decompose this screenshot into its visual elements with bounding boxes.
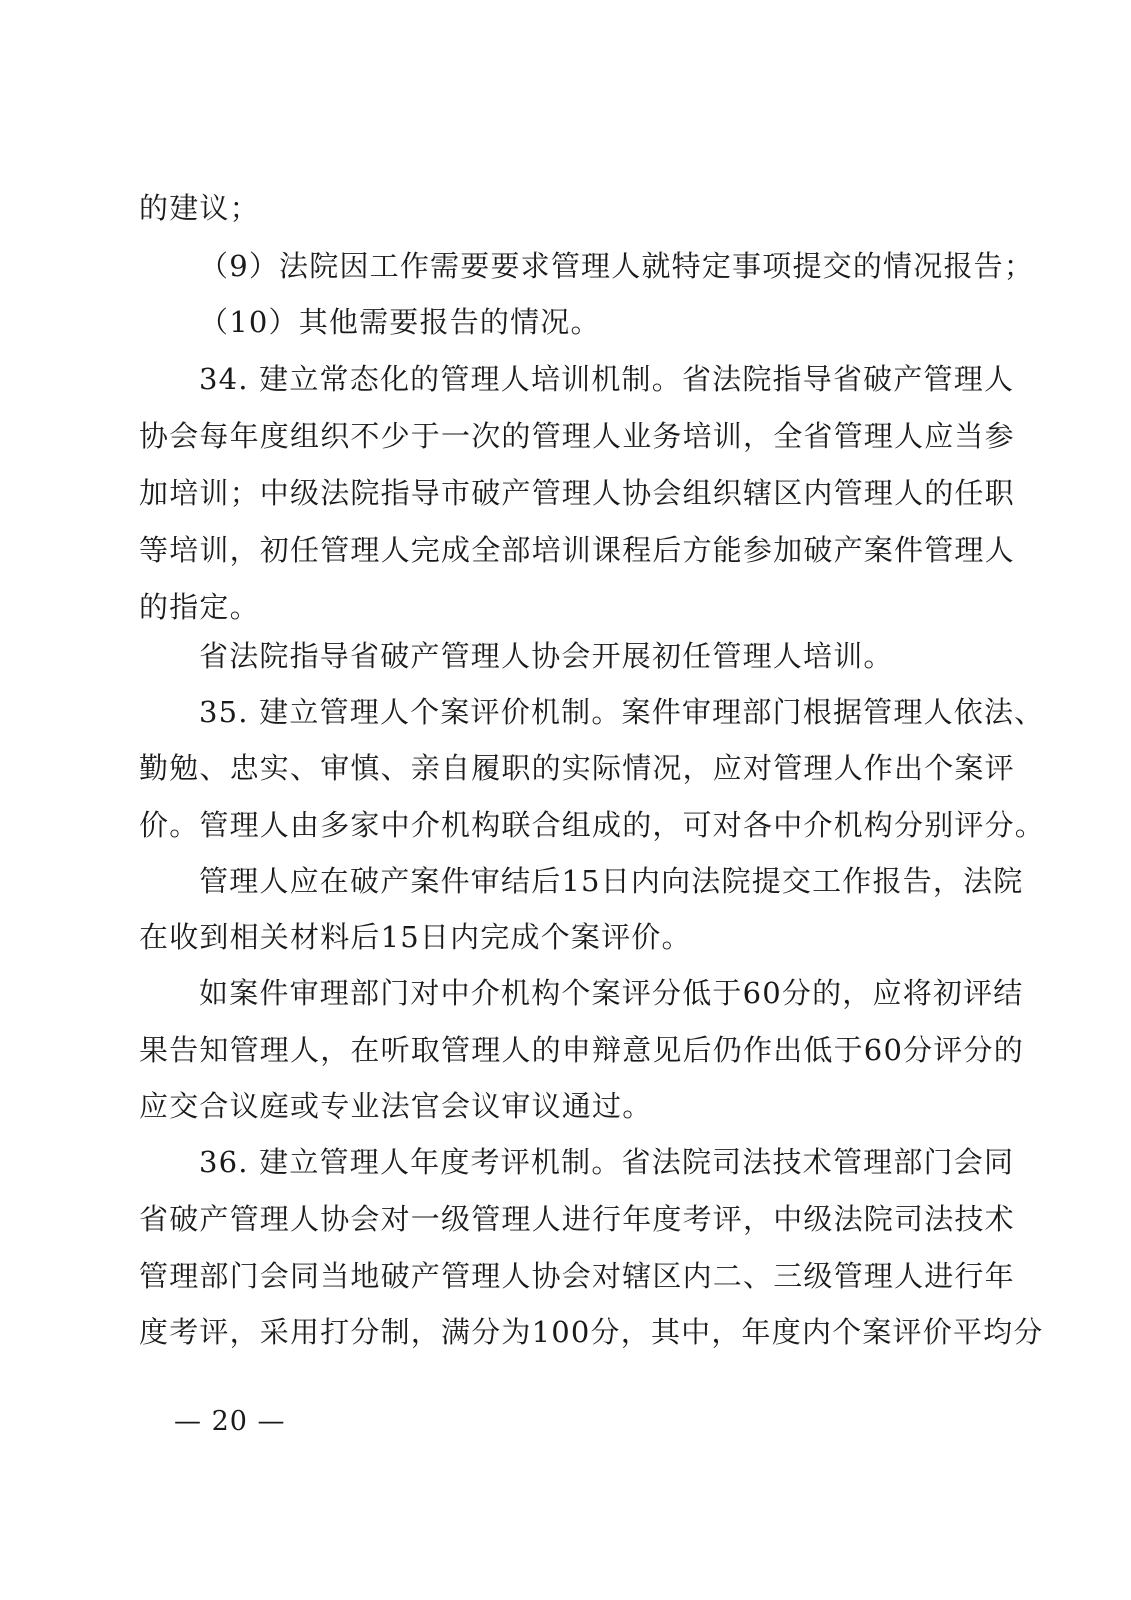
text-line-14: 在收到相关材料后15日内完成个案评价。 xyxy=(139,920,692,954)
text-line-6: 加培训；中级法院指导市破产管理人协会组织辖区内管理人的任职 xyxy=(139,476,1015,510)
text-line-8: 的指定。 xyxy=(139,590,260,624)
text-line-17: 应交合议庭或专业法官会议审议通过。 xyxy=(139,1089,653,1123)
text-line-12: 价。管理人由多家中介机构联合组成的，可对各中介机构分别评分。 xyxy=(139,808,1046,842)
text-line-7: 等培训，初任管理人完成全部培训课程后方能参加破产案件管理人 xyxy=(139,533,1015,567)
page-number: — 20 — xyxy=(174,1406,286,1437)
text-line-11: 勤勉、忠实、审慎、亲自履职的实际情况，应对管理人作出个案评 xyxy=(139,751,1015,785)
text-line-13: 管理人应在破产案件审结后15日内向法院提交工作报告，法院 xyxy=(199,864,1024,898)
text-line-1: 的建议； xyxy=(139,191,260,225)
text-line-10: 35. 建立管理人个案评价机制。案件审理部门根据管理人依法、 xyxy=(199,695,1045,729)
text-line-18: 36. 建立管理人年度考评机制。省法院司法技术管理部门会同 xyxy=(199,1145,1015,1179)
text-line-20: 管理部门会同当地破产管理人协会对辖区内二、三级管理人进行年 xyxy=(139,1259,1015,1293)
text-line-16: 果告知管理人，在听取管理人的申辩意见后仍作出低于60分评分的 xyxy=(139,1033,1024,1067)
text-line-21: 度考评，采用打分制，满分为100分，其中，年度内个案评价平均分 xyxy=(139,1315,1044,1349)
text-line-9: 省法院指导省破产管理人协会开展初任管理人培训。 xyxy=(199,639,894,673)
text-line-19: 省破产管理人协会对一级管理人进行年度考评，中级法院司法技术 xyxy=(139,1202,1015,1236)
text-line-2: （9）法院因工作需要要求管理人就特定事项提交的情况报告； xyxy=(199,249,1035,283)
text-line-5: 协会每年度组织不少于一次的管理人业务培训，全省管理人应当参 xyxy=(139,419,1015,453)
text-line-15: 如案件审理部门对中介机构个案评分低于60分的，应将初评结 xyxy=(199,976,1024,1010)
text-line-4: 34. 建立常态化的管理人培训机制。省法院指导省破产管理人 xyxy=(199,362,1015,396)
text-line-3: （10）其他需要报告的情况。 xyxy=(199,305,601,339)
